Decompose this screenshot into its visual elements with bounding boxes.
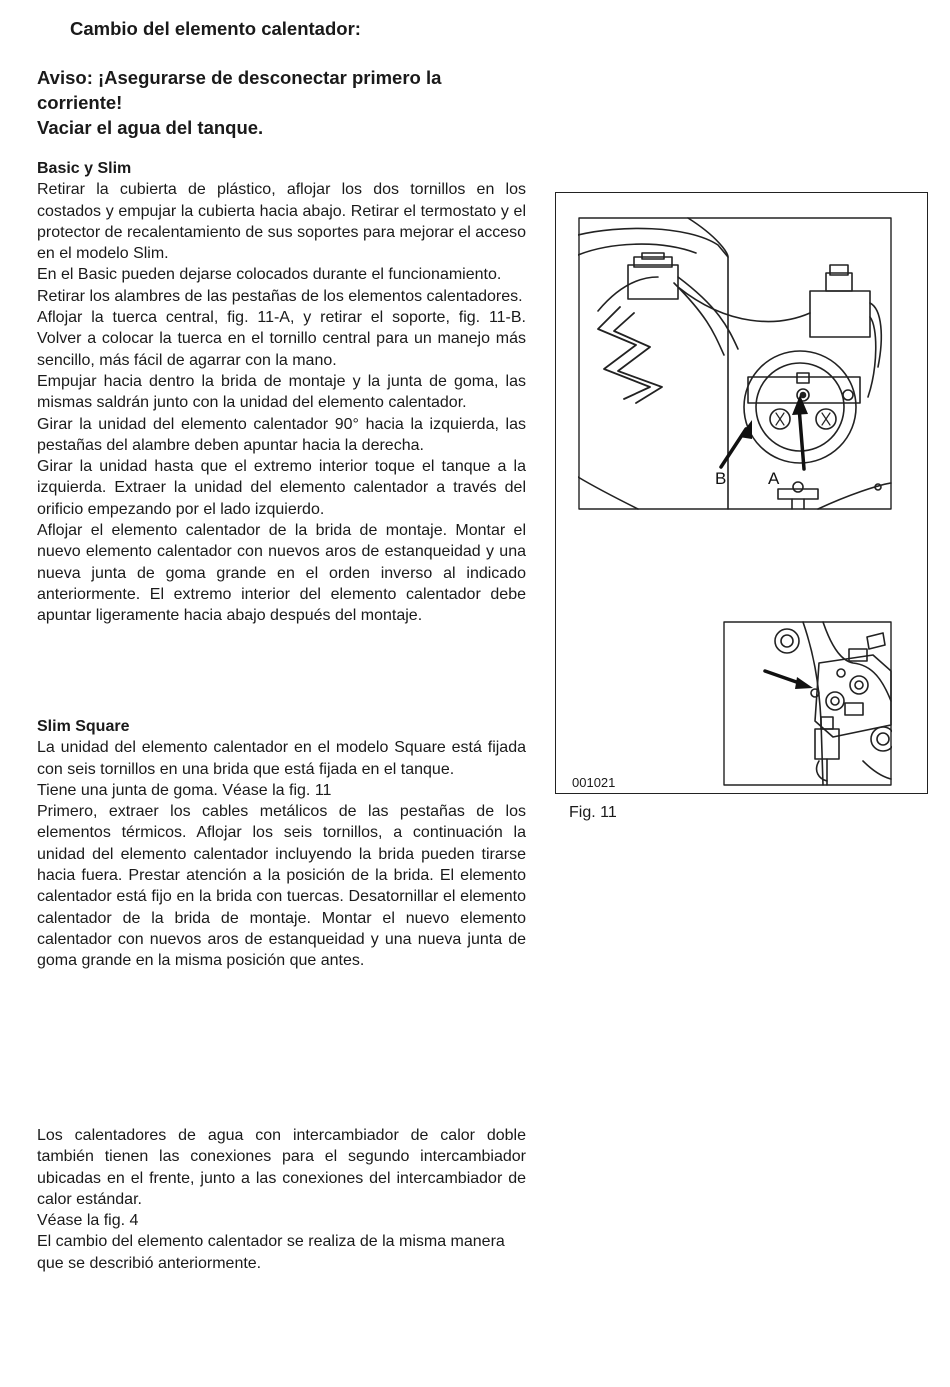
double-exchanger-paragraph: Los calentadores de agua con intercambiador de calor doble también tienen las conexiones para el segundo intercambiador ubicadas en el frente, junto a las conexiones del intercambiador de calor estándar. (37, 1127, 526, 1208)
basic-slim-paragraph: Retirar la cubierta de plástico, aflojar los dos tornillos en los costados y empujar la cubierta hacia abajo. Retirar el termostato y el protector de recalentamiento de sus soportes para mejorar el acceso en el modelo Slim. (37, 181, 526, 263)
slim-square-paragraph: Primero, extraer los cables metálicos de las pestañas de los elementos térmicos. Aflojar los seis tornillos, a continuación la unidad del elemento calentador incluyendo la brida pueden tirarse hacia fuera. Prestar atención a la posición de la brida. El elemento calentador está fijo en la brida con tuercas. Desatornillar el elemento calentador de la brida de montaje. Montar el nuevo elemento calentador con nuevos aros de estanqueidad y una nueva junta de goma grande en la misma posición que antes. (37, 803, 526, 970)
basic-slim-paragraph: Empujar hacia dentro la brida de montaje y la junta de goma, las mismas saldrán junto con la unidad del elemento calentador. (37, 372, 526, 412)
section-heading: Cambio del elemento calentador: (70, 18, 361, 39)
basic-slim-paragraph: Girar la unidad hasta que el extremo interior toque el tanque a la izquierda. Extraer la unidad del elemento calentador a través del orificio empezando por el lado izquierdo. (37, 458, 526, 518)
slim-square-paragraph: Tiene una junta de goma. Véase la fig. 11 (37, 781, 332, 799)
double-exchanger-paragraph: Véase la fig. 4 (37, 1212, 139, 1230)
double-exchanger-paragraph: El cambio del elemento calentador se realiza de la misma manera que se describió anteriormente. (37, 1233, 505, 1272)
slim-square-title: Slim Square (37, 718, 130, 735)
double-exchanger-section (37, 1125, 526, 1274)
basic-slim-paragraph: En el Basic pueden dejarse colocados durante el funcionamiento. (37, 266, 502, 284)
heater-illustration-top (578, 217, 892, 510)
basic-slim-paragraph: Aflojar la tuerca central, fig. 11-A, y retirar el soporte, fig. 11-B. Volver a colocar la tuerca en el tornillo central para un manejo más sencillo, más fácil de agarrar con la mano. (37, 309, 526, 369)
callout-a: A (768, 469, 780, 488)
figure-code: 001021 (572, 775, 616, 790)
figure-caption: Fig. 11 (569, 804, 617, 821)
warning-line-2: corriente! (37, 92, 123, 113)
slim-square-paragraph: La unidad del elemento calentador en el modelo Square está fijada con seis tornillos en una brida que está fijada en el tanque. (37, 739, 526, 778)
slim-square-section (37, 716, 526, 972)
warning-line-3: Vaciar el agua del tanque. (37, 117, 264, 138)
callout-b: B (715, 469, 727, 488)
warning-line-1: Aviso: ¡Asegurarse de desconectar primero la (37, 67, 442, 88)
warning-notice (37, 65, 441, 140)
basic-slim-title: Basic y Slim (37, 160, 132, 177)
basic-slim-paragraph: Girar la unidad del elemento calentador 90° hacia la izquierda, las pestañas del alambre deben apuntar hacia la derecha. (37, 415, 526, 454)
basic-slim-section (37, 158, 526, 627)
square-flange-illustration (723, 621, 892, 786)
basic-slim-paragraph: Aflojar el elemento calentador de la brida de montaje. Montar el nuevo elemento calentador con nuevos aros de estanqueidad y una nueva junta de goma grande en el orden inverso al indicado anteriormente. El extremo interior del elemento calentador debe apuntar ligeramente hacia abajo después del montaje. (37, 522, 526, 625)
basic-slim-paragraph: Retirar los alambres de las pestañas de los elementos calentadores. (37, 287, 523, 305)
